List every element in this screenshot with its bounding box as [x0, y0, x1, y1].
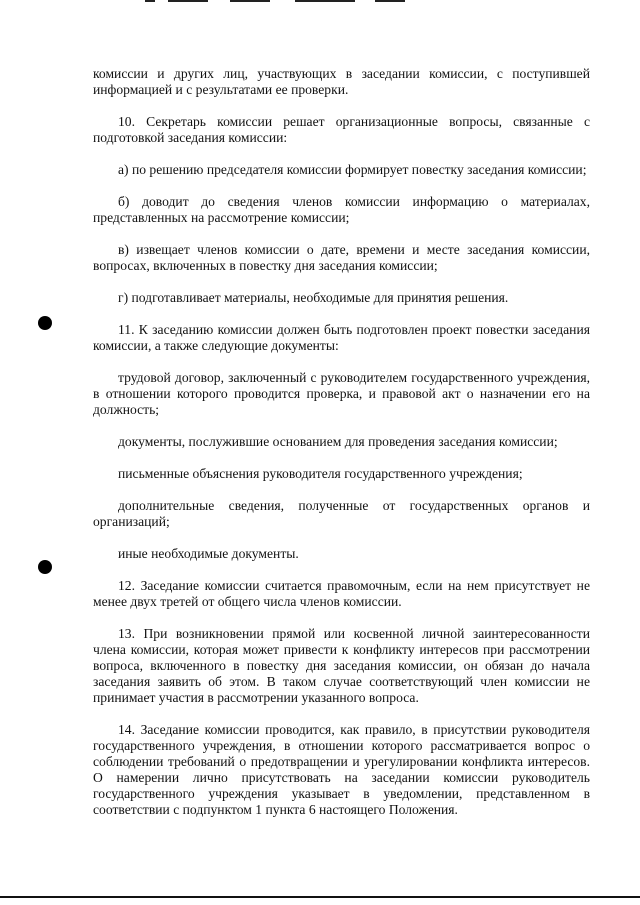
scan-top-marks: [120, 0, 420, 4]
paragraph-13: 13. При возникновении прямой или косвенной личной заинтересованности члена комиссии, которая может привести к конфликту интересов при рассмотрении вопроса, включенного в повестку дня заседания комиссии, он обязан до начала заседания заявить об этом. В таком случае соответствующий член комиссии не принимает участия в рассмотрении указанного вопроса.: [93, 626, 590, 705]
paragraph-10g: г) подготавливает материалы, необходимые для принятия решения.: [118, 290, 509, 305]
paragraph-14: 14. Заседание комиссии проводится, как правило, в присутствии руководителя государственного учреждения, в отношении которого рассматривается вопрос о соблюдении требований о предотвращении и урегулировании конфликта интересов. О намерении лично присутствовать на заседании комиссии руководитель государственного учреждения указывает в уведомлении, представленном в соответствии с подпунктом 1 пункта 6 настоящего Положения.: [93, 722, 590, 817]
scan-bottom-edge: [0, 896, 640, 898]
punch-hole-upper: [38, 316, 52, 330]
punch-hole-lower: [38, 560, 52, 574]
paragraph-12: 12. Заседание комиссии считается правомочным, если на нем присутствует не менее двух третей от общего числа членов комиссии.: [93, 578, 590, 609]
document-text: [93, 66, 590, 818]
paragraph-continuation: комиссии и других лиц, участвующих в заседании комиссии, с поступившей информацией и с результатами ее проверки.: [93, 66, 590, 97]
paragraph-11: 11. К заседанию комиссии должен быть подготовлен проект повестки заседания комиссии, а также следующие документы:: [93, 322, 590, 353]
paragraph-10v: в) извещает членов комиссии о дате, времени и месте заседания комиссии, вопросах, включенных в повестку дня заседания комиссии;: [93, 242, 590, 273]
paragraph-11-item-grounds: документы, послужившие основанием для проведения заседания комиссии;: [118, 434, 558, 449]
paragraph-10b: б) доводит до сведения членов комиссии информацию о материалах, представленных на рассмотрение комиссии;: [93, 194, 590, 225]
paragraph-10a: а) по решению председателя комиссии формирует повестку заседания комиссии;: [118, 162, 587, 177]
paragraph-11-item-contract: трудовой договор, заключенный с руководителем государственного учреждения, в отношении которого проводится проверка, и правовой акт о назначении его на должность;: [93, 370, 590, 417]
paragraph-11-item-other: иные необходимые документы.: [118, 546, 299, 561]
paragraph-11-item-explanations: письменные объяснения руководителя государственного учреждения;: [118, 466, 523, 481]
paragraph-11-item-additional: дополнительные сведения, полученные от государственных органов и организаций;: [93, 498, 590, 529]
paragraph-10: 10. Секретарь комиссии решает организационные вопросы, связанные с подготовкой заседания комиссии:: [93, 114, 590, 145]
